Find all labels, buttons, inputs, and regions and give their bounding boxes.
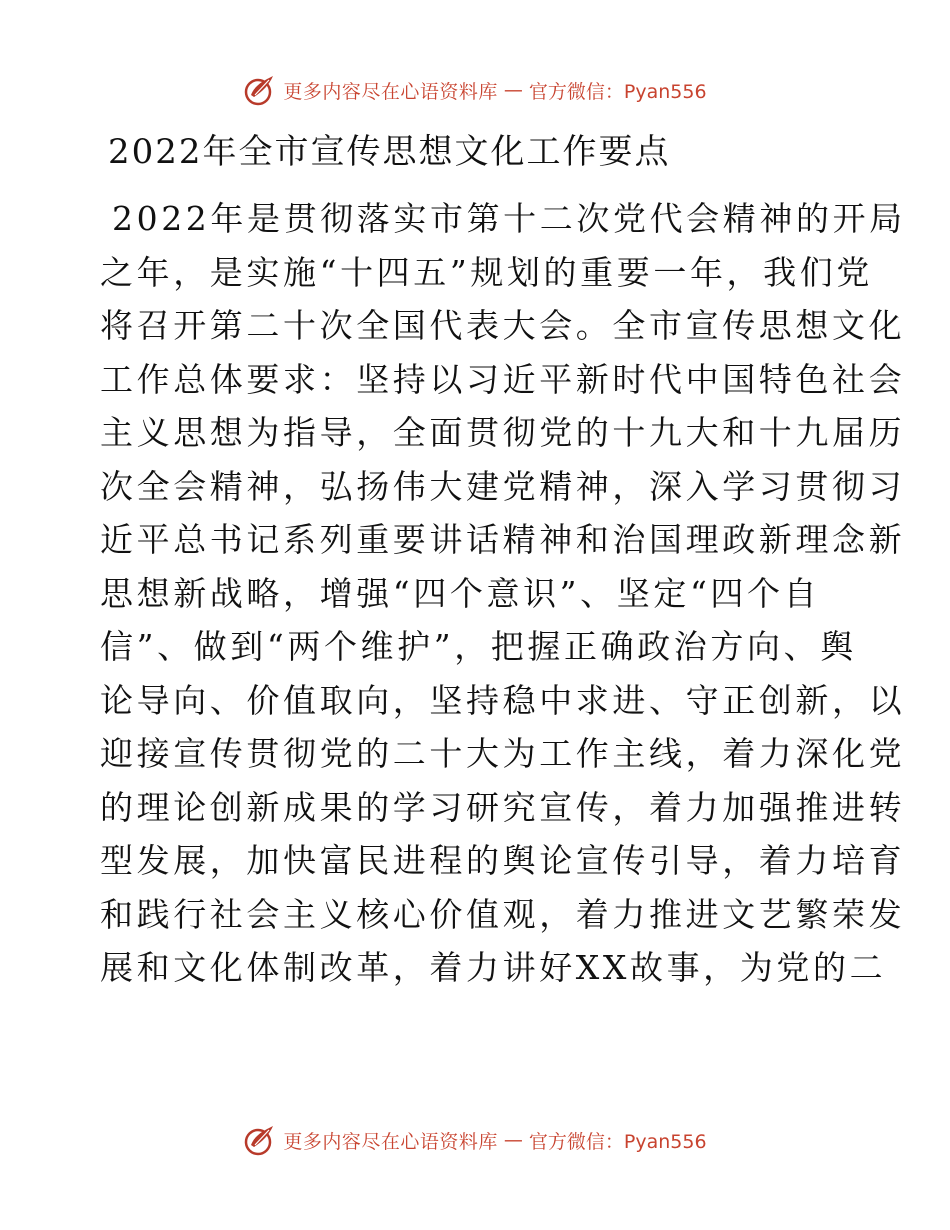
body-line: 将召开第二十次全国代表大会。全市宣传思想文化 xyxy=(100,306,906,345)
banner-wechat: 官方微信：Pyan556 xyxy=(528,1130,707,1153)
body-line: 和践行社会主义核心价值观，着力推进文艺繁荣发 xyxy=(100,894,906,934)
banner-text: 更多内容尽在心语资料库 xyxy=(283,80,498,103)
body-line: 2022年是贯彻落实市第十二次党代会精神的开局 xyxy=(112,199,906,238)
body-line: 次全会精神，弘扬伟大建党精神，深入学习贯彻习 xyxy=(100,466,906,506)
banner-separator: — xyxy=(503,79,523,101)
header-banner xyxy=(0,70,950,110)
body-line: 展和文化体制改革，着力讲好XX故事，为党的二 xyxy=(100,948,887,987)
body-line: 近平总书记系列重要讲话精神和治国理政新理念新 xyxy=(100,520,906,559)
quill-logo-icon xyxy=(243,1123,277,1157)
body-line: 论导向、价值取向，坚持稳中求进、守正创新，以 xyxy=(100,680,906,720)
banner-separator: — xyxy=(503,1129,523,1151)
body-line: 的理论创新成果的学习研究宣传，着力加强推进转 xyxy=(100,787,906,827)
body-line: 主义思想为指导，全面贯彻党的十九大和十九届历 xyxy=(100,413,906,452)
quill-logo-icon xyxy=(243,73,277,107)
banner-text: 更多内容尽在心语资料库 xyxy=(283,1130,498,1153)
body-line: 工作总体要求：坚持以习近平新时代中国特色社会 xyxy=(100,359,906,399)
body-line: 思想新战略，增强“四个意识”、坚定“四个自 xyxy=(100,573,821,613)
body-line: 型发展，加快富民进程的舆论宣传引导，着力培育 xyxy=(100,841,906,880)
document-body xyxy=(100,192,906,995)
body-line: 迎接宣传贯彻党的二十大为工作主线，着力深化党 xyxy=(100,734,906,773)
document-title: 2022年全市宣传思想文化工作要点 xyxy=(108,132,671,172)
body-line: 之年，是实施“十四五”规划的重要一年，我们党 xyxy=(100,252,873,292)
body-line: 信”、做到“两个维护”，把握正确政治方向、舆 xyxy=(100,627,857,666)
footer-banner xyxy=(0,1120,950,1160)
banner-wechat: 官方微信：Pyan556 xyxy=(528,80,707,103)
